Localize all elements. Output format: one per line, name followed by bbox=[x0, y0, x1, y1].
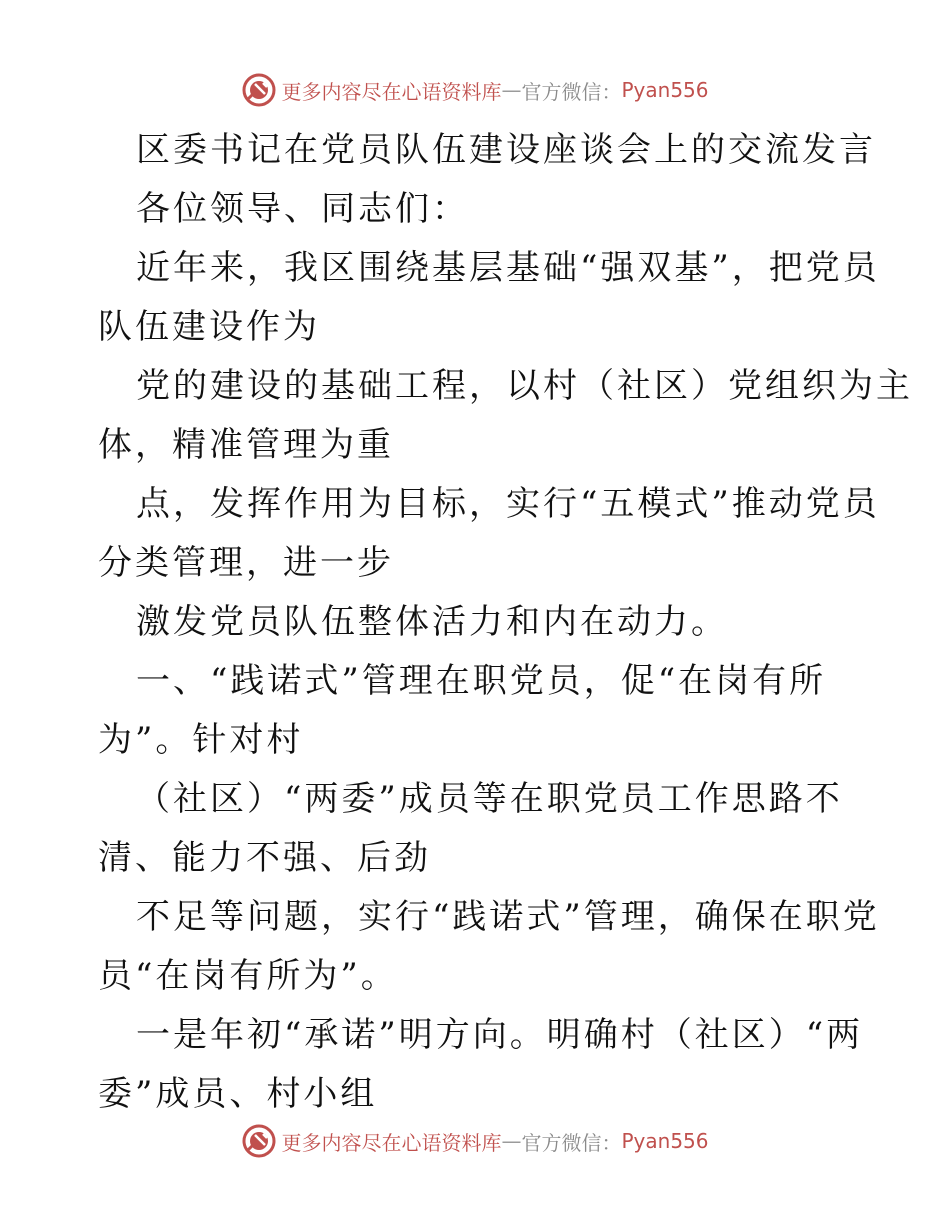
banner-main-text: 更多内容尽在心语资料库 bbox=[281, 79, 502, 104]
text-line: 分类管理，进一步 bbox=[98, 543, 394, 583]
text-line: 一是年初“承诺”明方向。明确村（社区）“两 bbox=[136, 1015, 864, 1055]
text-line: 不足等问题，实行“践诺式”管理，确保在职党 bbox=[136, 897, 880, 937]
text-line: 清、能力不强、后劲 bbox=[98, 838, 431, 878]
text-line: 各位领导、同志们： bbox=[136, 189, 469, 229]
text-line: 为”。针对村 bbox=[98, 720, 304, 760]
text-line: 点，发挥作用为目标，实行“五模式”推动党员 bbox=[136, 484, 880, 524]
text-line: 队伍建设作为 bbox=[98, 307, 320, 347]
banner-separator: — bbox=[501, 78, 522, 102]
text-line: 体，精准管理为重 bbox=[98, 425, 394, 465]
banner-main-text: 更多内容尽在心语资料库 bbox=[281, 1130, 502, 1155]
document-body bbox=[98, 121, 913, 1124]
banner-wechat-label: 官方微信： bbox=[521, 79, 622, 104]
text-line: 近年来，我区围绕基层基础“强双基”，把党员 bbox=[136, 248, 880, 288]
seal-logo-icon bbox=[241, 72, 277, 108]
banner-wechat-id: Pyan556 bbox=[621, 1129, 709, 1153]
text-line: （社区）“两委”成员等在职党员工作思路不 bbox=[136, 779, 843, 819]
banner-wechat-label: 官方微信： bbox=[521, 1130, 622, 1155]
text-line: 委”成员、村小组 bbox=[98, 1074, 378, 1114]
text-line: 党的建设的基础工程，以村（社区）党组织为主 bbox=[136, 366, 913, 406]
seal-logo-icon bbox=[241, 1123, 277, 1159]
footer-banner bbox=[0, 1121, 950, 1161]
text-line: 激发党员队伍整体活力和内在动力。 bbox=[136, 602, 728, 642]
document-title: 区委书记在党员队伍建设座谈会上的交流发言 bbox=[136, 130, 876, 170]
banner-separator: — bbox=[501, 1129, 522, 1153]
text-line: 员“在岗有所为”。 bbox=[98, 956, 398, 996]
banner-wechat-id: Pyan556 bbox=[621, 78, 709, 102]
header-banner bbox=[0, 70, 950, 110]
text-line: 一、“践诺式”管理在职党员，促“在岗有所 bbox=[136, 661, 827, 701]
